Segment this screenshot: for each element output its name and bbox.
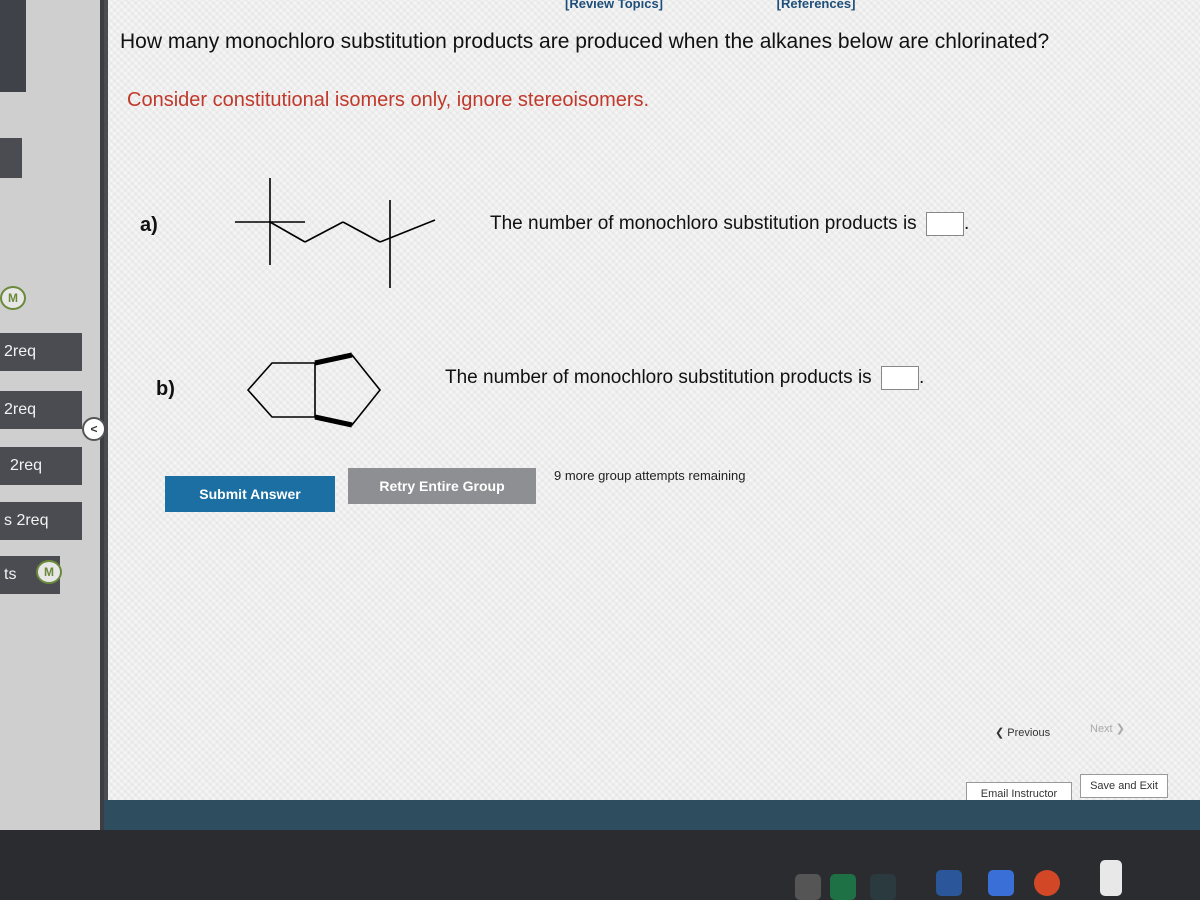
chevron-left-icon: < (90, 422, 98, 436)
references-link[interactable]: [References] (776, 0, 856, 11)
retry-group-button[interactable]: Retry Entire Group (348, 468, 536, 504)
sidebar-header-block (0, 0, 26, 92)
part-a-label: a) (140, 214, 158, 236)
top-links (565, 0, 965, 11)
review-topics-link[interactable]: [Review Topics] (565, 0, 664, 11)
mastery-badge-icon: M (0, 286, 26, 310)
panel-divider (104, 0, 108, 820)
next-link[interactable] (1090, 722, 1125, 735)
part-b-label: b) (156, 378, 175, 400)
bottom-bar (104, 800, 1200, 830)
sidebar-item-question-3[interactable] (0, 447, 82, 485)
sidebar-item-question-2[interactable] (0, 391, 82, 429)
sidebar-current-marker (0, 138, 22, 178)
bluetooth-icon[interactable] (988, 870, 1014, 896)
sidebar-item-question-1[interactable] (0, 333, 82, 371)
sidebar-item-question-4[interactable] (0, 502, 82, 540)
part-a-prompt-text: The number of monochloro substitution products is (490, 213, 917, 235)
previous-link[interactable] (995, 726, 1050, 739)
os-taskbar (0, 830, 1200, 900)
next-label: Next (1090, 723, 1113, 735)
part-a-structure (225, 170, 445, 295)
sidebar-item-label: ts (4, 566, 17, 583)
app-icon[interactable] (795, 874, 821, 900)
part-a-prompt-suffix: . (963, 213, 970, 235)
question-text: How many monochloro substitution products are produced when the alkanes below are chlorinated? (120, 30, 1050, 53)
chevron-right-icon: ❯ (1115, 723, 1125, 735)
powerpoint-icon[interactable] (1034, 870, 1060, 896)
collapse-sidebar-button[interactable] (82, 417, 106, 441)
activity-monitor-icon[interactable] (870, 874, 896, 900)
excel-icon[interactable] (830, 874, 856, 900)
email-instructor-button[interactable]: Email Instructor (966, 782, 1072, 806)
attempts-remaining: 9 more group attempts remaining (554, 468, 746, 483)
sidebar-item-label: 2req (4, 401, 37, 418)
notes-icon[interactable] (1100, 860, 1122, 896)
part-b-prompt (445, 366, 924, 390)
question-sidebar (0, 0, 100, 900)
part-a-answer-input[interactable] (926, 212, 964, 236)
word-icon[interactable] (936, 870, 962, 896)
chevron-left-icon: ❮ (995, 727, 1005, 739)
part-b-answer-input[interactable] (881, 366, 919, 390)
question-instruction: Consider constitutional isomers only, ignore stereoisomers. (127, 89, 650, 111)
previous-label: Previous (1007, 727, 1051, 739)
sidebar-item-label: 2req (10, 457, 43, 474)
part-b-prompt-suffix: . (918, 367, 925, 389)
part-b-structure (240, 345, 390, 435)
part-b-prompt-text: The number of monochloro substitution products is (445, 367, 872, 389)
sidebar-item-label: s 2req (4, 512, 49, 529)
mastery-badge-icon: M (36, 560, 62, 584)
sidebar-item-label: 2req (4, 343, 37, 360)
save-and-exit-button[interactable]: Save and Exit (1080, 774, 1168, 798)
submit-answer-button[interactable]: Submit Answer (165, 476, 335, 512)
part-a-prompt (490, 212, 969, 236)
